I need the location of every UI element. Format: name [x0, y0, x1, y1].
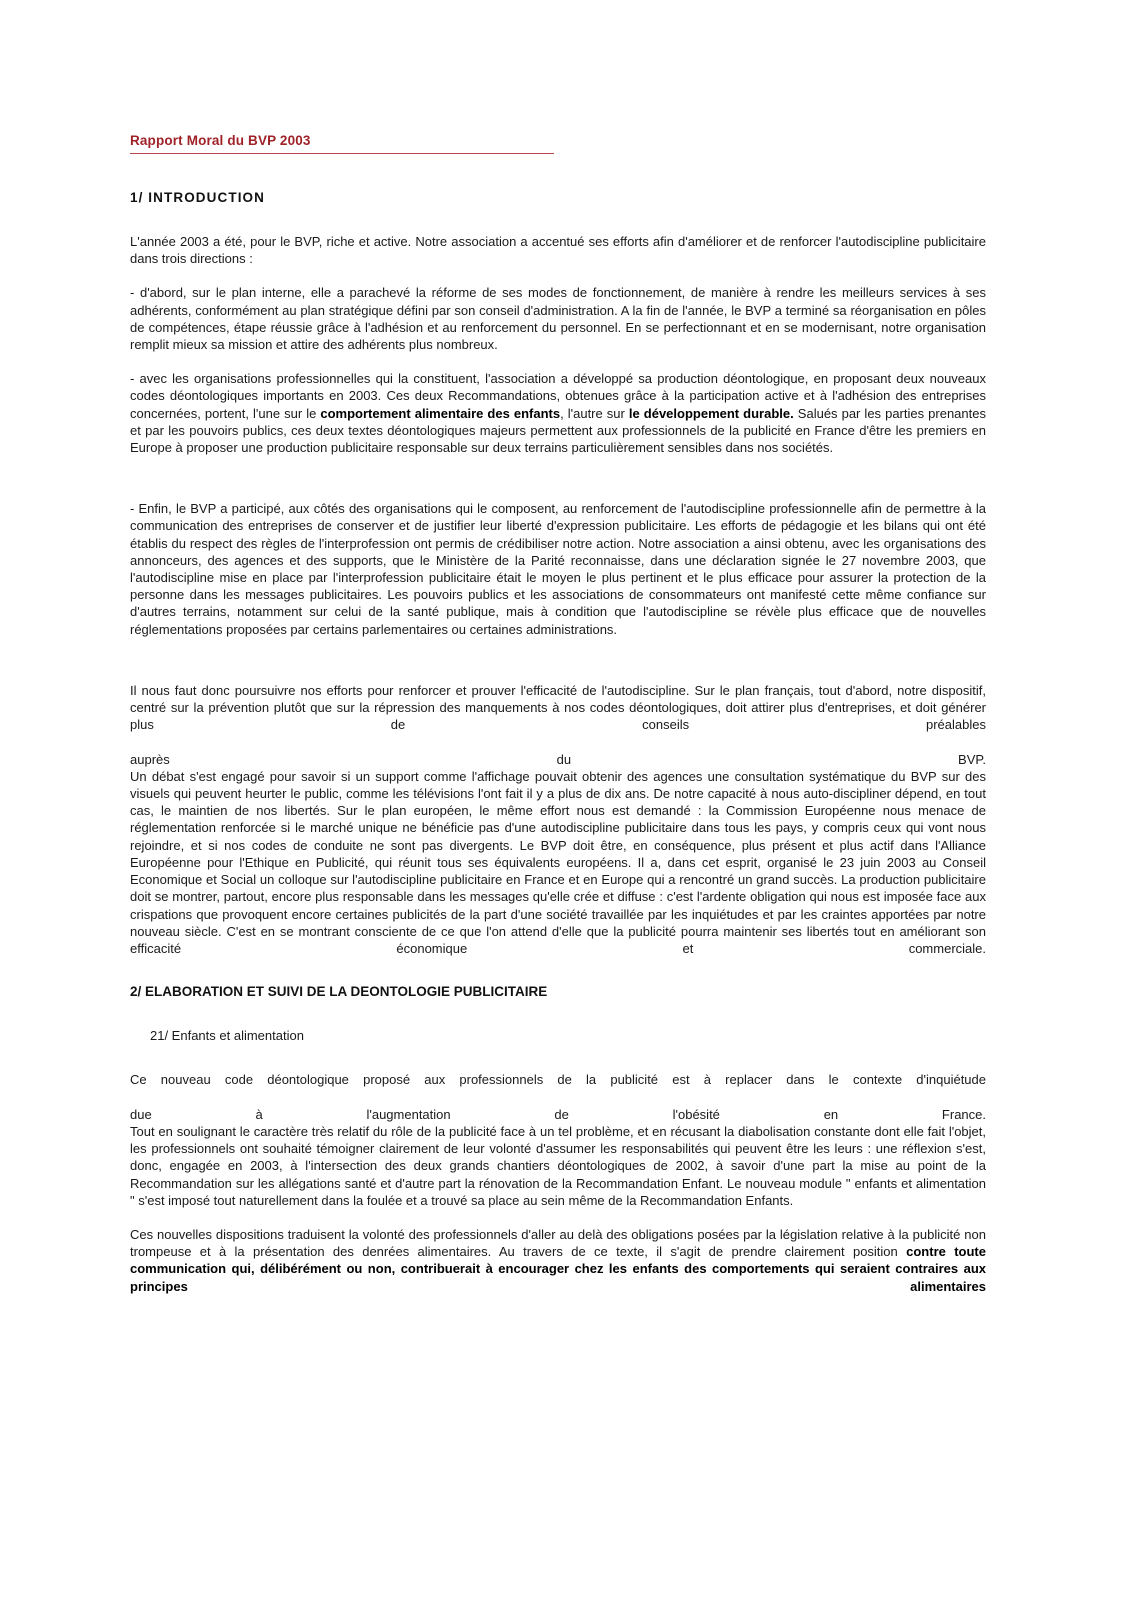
justified-stray-line-obesite: [130, 1106, 986, 1123]
justified-stray-line-bvp: [130, 751, 986, 768]
paragraph-poursuivre-efforts: Il nous faut donc poursuivre nos efforts pour renforcer et prouver l'efficacité de l'autodiscipline. Sur le plan français, tout d'abord, notre dispositif, centré sur la prévention plutôt que sur la répression des manquements à nos codes déontologiques, doit attirer plus d'entreprises, et doit générer plus de conseils préalables: [130, 682, 986, 733]
stray-word: en: [823, 1106, 839, 1122]
document-content: [130, 132, 986, 1312]
spacer: [130, 1209, 986, 1226]
text-run: - avec les organisations professionnelles qui la constituent, l'association a développé sa production déontologique, en proposant deux nouveaux codes déontologiques importants en 2003. Ces deux Recommandations, obtenues grâce à la participation active et à l'adhésion des entreprises concernées, portent, l'une sur le: [130, 371, 986, 421]
spacer: [130, 267, 986, 284]
paragraph-nouvelles-dispositions: [130, 1226, 986, 1312]
text-run: , l'autre sur: [560, 405, 629, 421]
paragraph-debat-affichage: Un débat s'est engagé pour savoir si un support comme l'affichage pouvait obtenir des agences une consultation systématique du BVP sur des visuels qui peuvent heurter le public, comme les télévisions l'ont fait il y a plus de dix ans. De notre capacité à nous auto-discipliner dépend, en tout cas, le maintien de nos libertés. Sur le plan européen, le même effort nous est demandé : la Commission Européenne nous menace de réglementation renforcée si le marché unique ne bénéficie pas d'une autodiscipline publicitaire dans tous les pays, y compris ceux qui vont nous rejoindre, et si nos codes de conduite ne sont pas divergents. Le BVP doit être, en conséquence, plus présent et plus actif dans l'Alliance Européenne pour l'Ethique en Publicité, qui réunit tous ses équivalents européens. Il a, dans cet esprit, organisé le 23 juin 2003 au Conseil Economique et Social un colloque sur l'autodiscipline publicitaire en France et en Europe qui a rencontré un grand succès. La production publicitaire doit se montrer, partout, encore plus responsable dans les messages qu'elle crée et diffuse : c'est l'ardente obligation qui nous est imposée face aux crispations que provoquent encore certaines publicités de la part d'une société travaillée par les inquiétudes et par les craintes apportées par notre nouveau siècle. C'est en se montrant consciente de ce que l'on attend d'elle que la publicité pourra maintenir ses libertés tout en améliorant son efficacité économique et commerciale.: [130, 768, 986, 956]
spacer: [130, 974, 986, 983]
stray-word: due: [130, 1106, 152, 1122]
subsection-heading-enfants-alimentation: 21/ Enfants et alimentation: [150, 1028, 304, 1044]
stray-word: l'obésité: [672, 1106, 720, 1122]
emphasis-developpement-durable: le développement durable.: [628, 405, 794, 421]
spacer: [130, 207, 986, 233]
spacer: [130, 353, 986, 370]
paragraph-bullet-organisations: [130, 370, 986, 456]
paragraph-bullet-plan-interne: - d'abord, sur le plan interne, elle a parachevé la réforme de ses modes de fonctionnement, de manière à rendre les meilleurs services à ses adhérents, conformément au plan stratégique défini par son conseil d'administration. A la fin de l'année, le BVP a terminé sa réorganisation en pôles de compétences, étape réussie grâce à l'adhésion et au renforcement du personnel. En se perfectionnant et en se modernisant, notre organisation remplit mieux sa mission et attire des adhérents plus nombreux.: [130, 285, 986, 353]
section-heading-introduction: 1/ INTRODUCTION: [130, 190, 266, 205]
emphasis-comportement-alimentaire: comportement alimentaire des enfants: [320, 405, 561, 421]
spacer: [130, 154, 986, 189]
spacer: [130, 638, 986, 682]
paragraph-intro-opening: L'année 2003 a été, pour le BVP, riche et active. Notre association a accentué ses efforts afin d'améliorer et de renforcer l'autodiscipline publicitaire dans trois directions :: [130, 234, 986, 267]
document-header-title: Rapport Moral du BVP 2003: [130, 133, 311, 148]
stray-word: à: [255, 1106, 263, 1122]
spacer: [130, 1045, 986, 1071]
stray-word: BVP.: [958, 751, 986, 767]
emphasis-contre-toute-communication: contre toute communication qui, délibérément ou non, contribuerait à encourager chez les enfants des comportements qui seraient contraires aux principes alimentaires: [130, 1244, 986, 1294]
stray-word: du: [556, 751, 572, 767]
text-run: Salués par les parties prenantes et par les pouvoirs publics, ces deux textes déontologiques majeurs permettent aux professionnels de la publicité en France d'être les premiers en Europe à proposer une production publicitaire responsable sur deux terrains particulièrement sensibles dans nos sociétés.: [130, 405, 986, 456]
paragraph-soulignant-caractere: Tout en soulignant le caractère très relatif du rôle de la publicité face à un tel problème, et en récusant la diabolisation constante dont elle fait l'objet, les professionnels ont souhaité témoigner clairement de leur volonté d'assumer les responsabilités qui peuvent être les leurs : une réflexion s'est, donc, engagée en 2003, à l'intersection des deux grands chantiers déontologiques de 2002, à savoir d'une part la mise au point de la Recommandation sur les allégations santé et d'autre part la rénovation de la Recommandation Enfant. Le nouveau module " enfants et alimentation " s'est imposé tout naturellement dans la foulée et a trouvé sa place au sein même de la Recommandation Enfants.: [130, 1123, 986, 1208]
spacer: [130, 1001, 986, 1027]
paragraph-nouveau-code: Ce nouveau code déontologique proposé aux professionnels de la publicité est à replacer dans le contexte d'inquiétude: [130, 1072, 986, 1088]
stray-word: France.: [941, 1106, 986, 1122]
section-heading-deontologie: 2/ ELABORATION ET SUIVI DE LA DEONTOLOGIE PUBLICITAIRE: [130, 984, 548, 1000]
stray-word: de: [554, 1106, 569, 1122]
spacer: [130, 456, 986, 500]
stray-word: auprès: [130, 751, 170, 767]
stray-word: l'augmentation: [366, 1106, 451, 1122]
paragraph-bullet-autodiscipline: - Enfin, le BVP a participé, aux côtés des organisations qui le composent, au renforcement de l'autodiscipline professionnelle afin de permettre à la communication des entreprises de conserver et de justifier leur liberté d'expression publicitaire. Les efforts de pédagogie et les bilans qui ont été établis du respect des règles de l'interprofession ont permis de crédibiliser notre action. Notre association a ainsi obtenu, avec les organisations des annonceurs, des agences et des supports, que le Ministère de la Parité reconnaisse, dans une déclaration signée le 27 novembre 2003, que l'autodiscipline mise en place par l'interprofession publicitaire était le moyen le plus pertinent et le plus efficace pour assurer la protection de la personne dans les messages publicitaires. Les pouvoirs publics et les associations de consommateurs ont manifesté cette même confiance sur d'autres terrains, notamment sur celui de la santé publique, mais à condition que l'autodiscipline se révèle plus efficace que de nouvelles réglementations proposées par certains parlementaires ou certaines administrations.: [130, 501, 986, 637]
text-run: Ces nouvelles dispositions traduisent la volonté des professionnels d'aller au delà des obligations posées par la législation relative à la publicité non trompeuse et à la présentation des denrées alimentaires. Au travers de ce texte, il s'agit de prendre clairement position: [130, 1226, 986, 1260]
